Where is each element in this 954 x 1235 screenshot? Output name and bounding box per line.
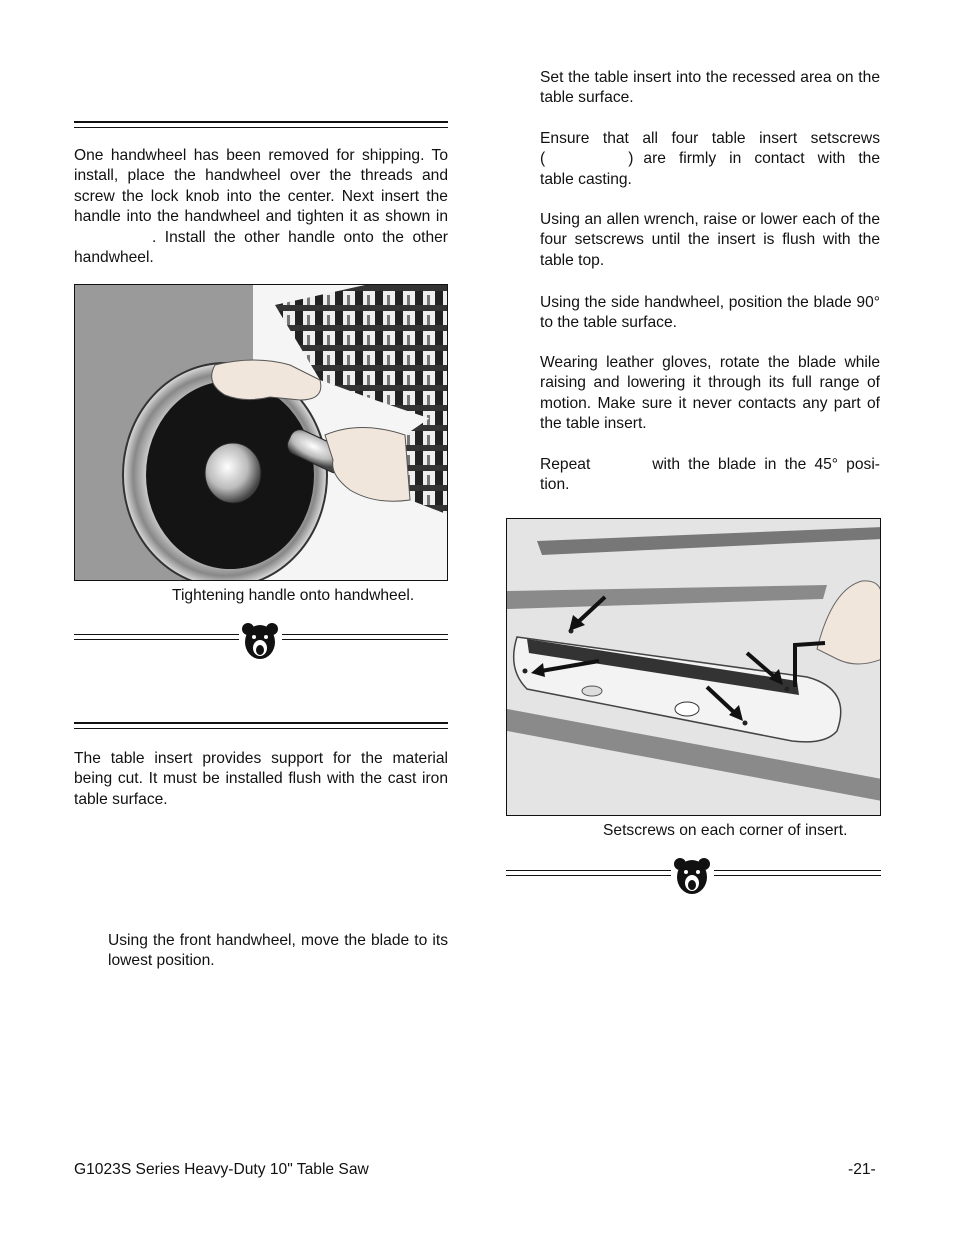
divider-rule-left-b bbox=[282, 634, 448, 640]
step-3-text-b: are firmly in contact with the bbox=[643, 150, 880, 168]
step-7-text: with the blade in the 45° posi- bbox=[652, 456, 880, 473]
handwheel-text-2: . Install the other handle onto the other handwheel. bbox=[74, 228, 448, 267]
bear-logo-icon bbox=[672, 856, 712, 896]
step-3-paren-open: ( bbox=[540, 150, 546, 168]
step-3 bbox=[540, 129, 880, 190]
figure-table-insert-photo bbox=[506, 518, 881, 816]
handwheel-paragraph bbox=[74, 146, 448, 268]
step-7 bbox=[540, 455, 880, 496]
divider-rule-right-a bbox=[506, 870, 671, 876]
page-number: -21- bbox=[848, 1161, 876, 1178]
handwheel-text-1: One handwheel has been removed for shipping. To install, place the handwheel over the threads and screw the lock knob into the center. Next insert the handle into the handwheel and tighten it as shown in bbox=[74, 147, 448, 226]
step-3-paren-close: ) bbox=[628, 150, 634, 168]
divider-rule-left-a bbox=[74, 634, 239, 640]
step-3-line-3: table casting. bbox=[540, 170, 632, 188]
step-3-line-1: Ensure that all four table insert setscrews bbox=[540, 130, 880, 147]
bear-logo-icon bbox=[240, 621, 280, 661]
step-2: Set the table insert into the recessed area on the table surface. bbox=[540, 69, 880, 107]
table-insert-paragraph: The table insert provides support for the material being cut. It must be installed flush with the cast iron table surface. bbox=[74, 750, 448, 808]
divider-rule-right-b bbox=[714, 870, 881, 876]
step-1: Using the front handwheel, move the blade to its lowest position. bbox=[108, 932, 448, 970]
step-4: Using an allen wrench, raise or lower each of the four setscrews until the insert is flush with the table top. bbox=[540, 211, 880, 269]
section-rule-table-insert bbox=[74, 722, 448, 729]
figure-handwheel-caption: Tightening handle onto handwheel. bbox=[172, 587, 415, 604]
step-7-line-2: tion. bbox=[540, 476, 570, 494]
step-5: Using the side handwheel, position the blade 90° to the table surface. bbox=[540, 294, 880, 332]
handwheel-illustration bbox=[75, 285, 448, 581]
step-7-line-1 bbox=[540, 455, 880, 475]
figure-table-insert-caption: Setscrews on each corner of insert. bbox=[603, 822, 848, 839]
figure-handwheel-photo bbox=[74, 284, 448, 581]
table-insert-illustration bbox=[507, 519, 881, 816]
section-rule-handwheel bbox=[74, 121, 448, 128]
step-6: Wearing leather gloves, rotate the blade while raising and lowering it through its full range of motion. Make sure it never contacts any part of the table insert. bbox=[540, 354, 880, 433]
step-3-line-2 bbox=[540, 149, 880, 169]
step-7-repeat: Repeat bbox=[540, 456, 591, 473]
footer-title: G1023S Series Heavy-Duty 10" Table Saw bbox=[74, 1161, 369, 1178]
